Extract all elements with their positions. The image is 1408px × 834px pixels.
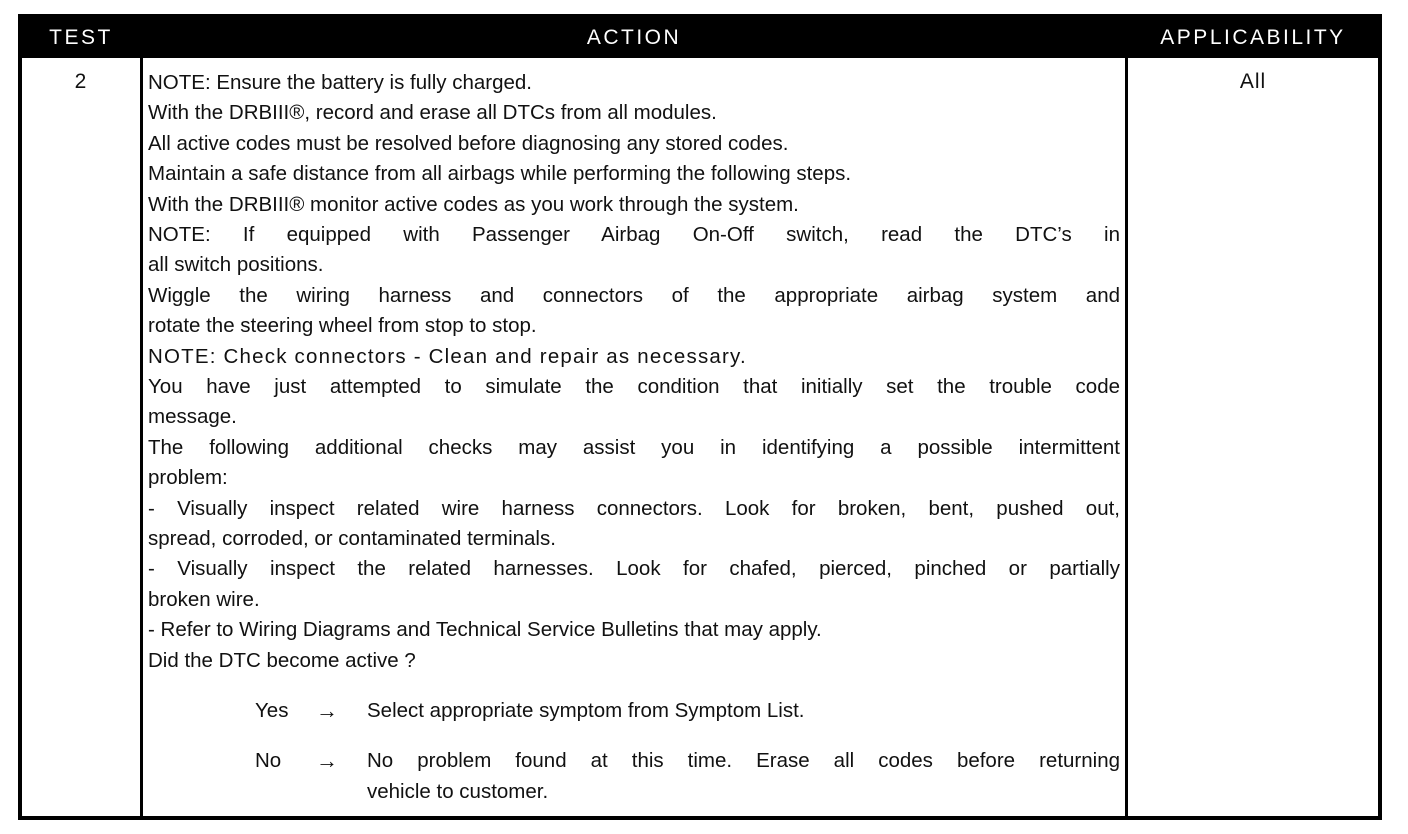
test-number: 2 (74, 70, 88, 93)
table-header (22, 18, 1378, 58)
action-line: Wiggle the wiring harness and connectors of the appropriate airbag system and (148, 283, 1120, 307)
right-arrow-icon: → (316, 748, 338, 774)
header-test: TEST (49, 26, 113, 49)
action-cell (148, 68, 1120, 807)
action-line: Did the DTC become active ? (148, 648, 416, 672)
answer-choices (148, 696, 1120, 807)
action-line: With the DRBIII® monitor active codes as you work through the system. (148, 192, 799, 216)
action-line: Maintain a safe distance from all airbags while performing the following steps. (148, 162, 852, 186)
action-line: The following additional checks may assist you in identifying a possible intermittent (148, 435, 1120, 459)
action-line: problem: (148, 466, 228, 490)
action-line: rotate the steering wheel from stop to stop. (148, 314, 537, 338)
action-line: spread, corroded, or contaminated terminals. (148, 527, 556, 551)
action-line: - Visually inspect the related harnesses. Look for chafed, pierced, pinched or partially (148, 557, 1120, 581)
action-line: all switch positions. (148, 253, 324, 277)
choice-no-text: vehicle to customer. (367, 779, 549, 803)
column-divider (140, 58, 143, 816)
choice-yes-text: Select appropriate symptom from Symptom List. (367, 699, 805, 723)
choice-yes (148, 696, 1120, 726)
choice-no (148, 746, 1120, 807)
applicability-value: All (1239, 70, 1267, 93)
action-line: message. (148, 405, 237, 429)
action-line: - Visually inspect related wire harness connectors. Look for broken, bent, pushed out, (148, 496, 1120, 520)
action-line: With the DRBIII®, record and erase all DTCs from all modules. (148, 101, 717, 125)
action-line: - Refer to Wiring Diagrams and Technical Service Bulletins that may apply. (148, 618, 822, 642)
right-arrow-icon: → (316, 698, 338, 724)
header-applicability: APPLICABILITY (1160, 26, 1346, 49)
action-line: You have just attempted to simulate the condition that initially set the trouble code (148, 375, 1120, 399)
column-divider (1125, 58, 1128, 816)
choice-yes-label: Yes (255, 699, 289, 723)
diagnostic-test-table (18, 14, 1382, 820)
choice-no-label: No (255, 749, 282, 773)
action-line: NOTE: If equipped with Passenger Airbag On-Off switch, read the DTC’s in (148, 223, 1120, 247)
header-action: ACTION (586, 26, 682, 49)
choice-no-text: No problem found at this time. Erase all codes before returning (367, 749, 1120, 773)
action-line: All active codes must be resolved before diagnosing any stored codes. (148, 131, 789, 155)
action-line: broken wire. (148, 587, 260, 611)
action-line: NOTE: Ensure the battery is fully charged. (148, 71, 532, 94)
action-line: NOTE: Check connectors - Clean and repair as necessary. (148, 344, 747, 368)
